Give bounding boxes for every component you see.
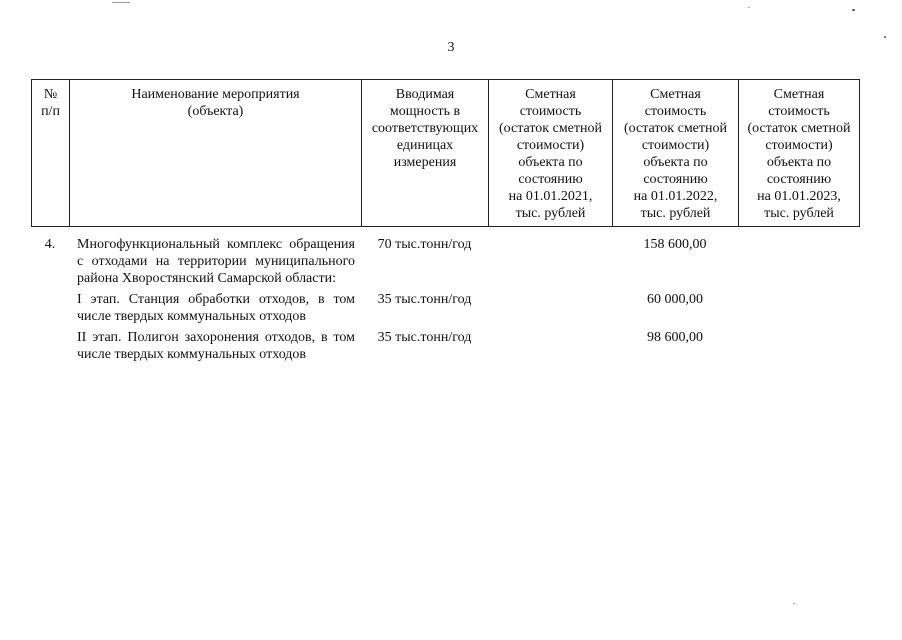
row-name: Многофункциональный комплекс обращения с отходами на территории муниципального района Хворостянский Самарской области: xyxy=(77,237,355,286)
header-number: № п/п xyxy=(32,80,70,227)
row-number xyxy=(31,288,69,326)
row-capacity: 35 тыс.тонн/год xyxy=(377,292,472,307)
row-cost-2023 xyxy=(738,288,859,326)
row-cost-2022: 158 600,00 xyxy=(643,237,707,252)
header-name: Наименование мероприятия (объекта) xyxy=(70,80,362,227)
table-body xyxy=(31,235,859,364)
row-cost-2021 xyxy=(488,235,612,288)
header-cost-2022: Сметная стоимость (остаток сметной стоимости) объекта по состоянию на 01.01.2022, тыс. рублей xyxy=(613,80,739,227)
row-cost-2021 xyxy=(488,326,612,364)
scan-speck xyxy=(884,36,886,38)
scan-speck xyxy=(748,7,750,8)
scan-speck xyxy=(793,603,795,604)
row-name: I этап. Станция обработки отходов, в том числе твердых коммунальных отходов xyxy=(77,292,355,324)
header-cost-2021: Сметная стоимость (остаток сметной стоимости) объекта по состоянию на 01.01.2021, тыс. рублей xyxy=(489,80,613,227)
row-cost-2022: 98 600,00 xyxy=(647,330,703,345)
header-capacity: Вводимая мощность в соответствующих единицах измерения xyxy=(362,80,489,227)
row-capacity: 70 тыс.тонн/год xyxy=(377,237,472,252)
scan-speck xyxy=(112,2,130,3)
row-cost-2022: 60 000,00 xyxy=(647,292,703,307)
row-cost-2021 xyxy=(488,288,612,326)
table-row xyxy=(31,288,859,326)
scan-speck xyxy=(852,9,855,11)
row-cost-2023 xyxy=(738,235,859,288)
row-name: II этап. Полигон захоронения отходов, в том числе твердых коммунальных отходов xyxy=(77,330,355,362)
header-cost-2023: Сметная стоимость (остаток сметной стоимости) объекта по состоянию на 01.01.2023, тыс. рублей xyxy=(739,80,860,227)
table-row xyxy=(31,235,859,288)
row-capacity: 35 тыс.тонн/год xyxy=(377,330,472,345)
row-number xyxy=(31,326,69,364)
table-header xyxy=(31,79,860,227)
page-number: 3 xyxy=(447,40,455,55)
row-number: 4. xyxy=(44,237,56,252)
table-row xyxy=(31,326,859,364)
row-cost-2023 xyxy=(738,326,859,364)
